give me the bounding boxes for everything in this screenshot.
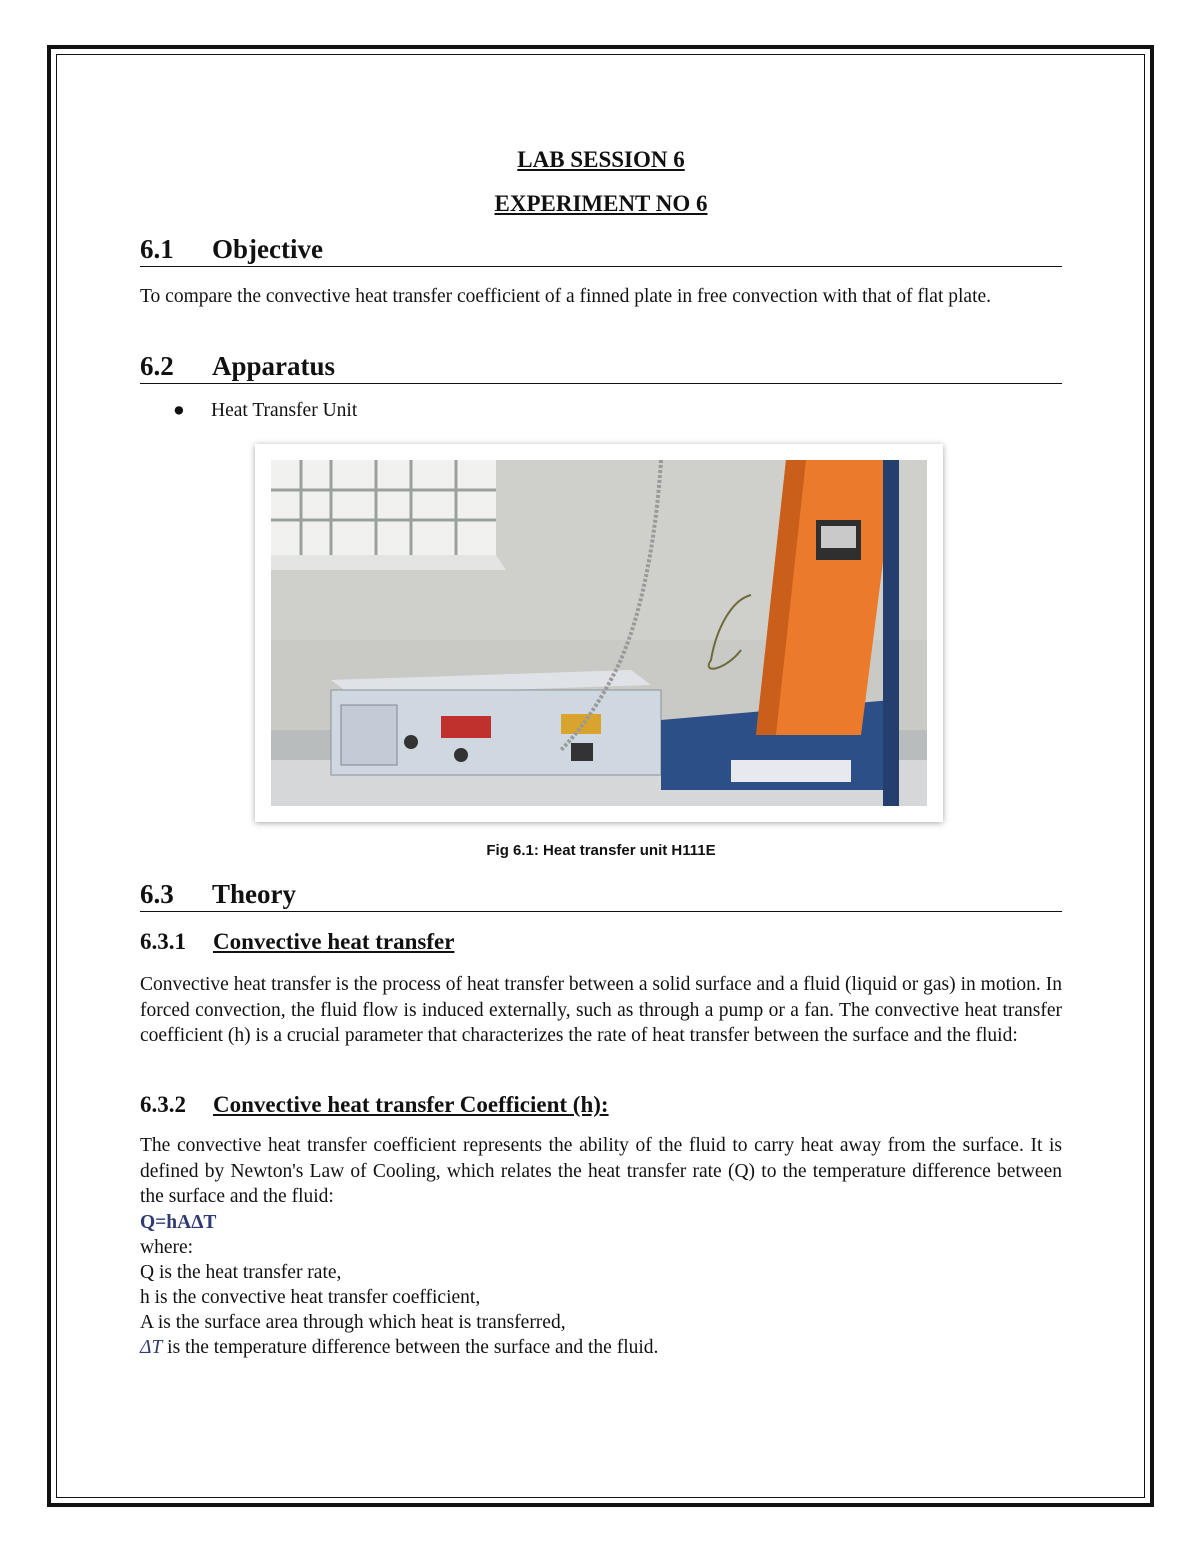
apparatus-photo (255, 444, 943, 822)
delta-t-definition: is the temperature difference between the surface and the fluid. (162, 1337, 659, 1358)
subsection-number: 6.3.2 (140, 1092, 186, 1117)
figure-caption: Fig 6.1: Heat transfer unit H111E (486, 842, 716, 859)
heat-transfer-unit-image (271, 460, 927, 806)
delta-t-symbol: ΔT (140, 1337, 163, 1358)
section-heading-objective (140, 234, 1062, 267)
bullet-icon: ● (173, 400, 185, 421)
section-number: 6.3 (140, 879, 174, 909)
section-title: Theory (212, 879, 296, 909)
experiment-title: EXPERIMENT NO 6 (494, 191, 708, 216)
list-item (173, 399, 357, 423)
subsection-title: Convective heat transfer Coefficient (h): (213, 1092, 609, 1117)
subsection-heading-coefficient (140, 1091, 609, 1119)
section-heading-theory (140, 879, 1062, 912)
definition-q: Q is the heat transfer rate, (140, 1262, 342, 1283)
convective-heat-transfer-text: Convective heat transfer is the process of heat transfer between a solid surface and a fluid (liquid or gas) in motion. In forced convection, the fluid flow is induced externally, such as through a pump or a fan. The convective heat transfer coefficient (h) is a crucial parameter that characterizes the rate of heat transfer between the surface and the fluid: (140, 974, 1062, 1046)
section-number: 6.1 (140, 234, 174, 264)
newton-cooling-equation: Q=hAΔT (140, 1212, 217, 1233)
subsection-number: 6.3.1 (140, 929, 186, 954)
section-title: Objective (212, 234, 323, 264)
section-title: Apparatus (212, 351, 336, 381)
where-label: where: (140, 1237, 194, 1258)
coefficient-text: The convective heat transfer coefficient represents the ability of the fluid to carry heat away from the surface. It is defined by Newton's Law of Cooling, which relates the heat transfer rate (Q) to the temperature difference between the surface and the fluid: (140, 1135, 1062, 1207)
subsection-title: Convective heat transfer (213, 929, 455, 954)
lab-session-title: LAB SESSION 6 (517, 147, 685, 172)
objective-text: To compare the convective heat transfer coefficient of a finned plate in free convection with that of flat plate. (140, 286, 992, 307)
subsection-heading-convective-heat-transfer (140, 928, 454, 956)
definition-h: h is the convective heat transfer coefficient, (140, 1287, 481, 1308)
section-heading-apparatus (140, 351, 1062, 384)
definition-a: A is the surface area through which heat is transferred, (140, 1312, 566, 1333)
list-item-label: Heat Transfer Unit (211, 400, 358, 421)
definition-delta-t (140, 1335, 658, 1361)
section-number: 6.2 (140, 351, 174, 381)
